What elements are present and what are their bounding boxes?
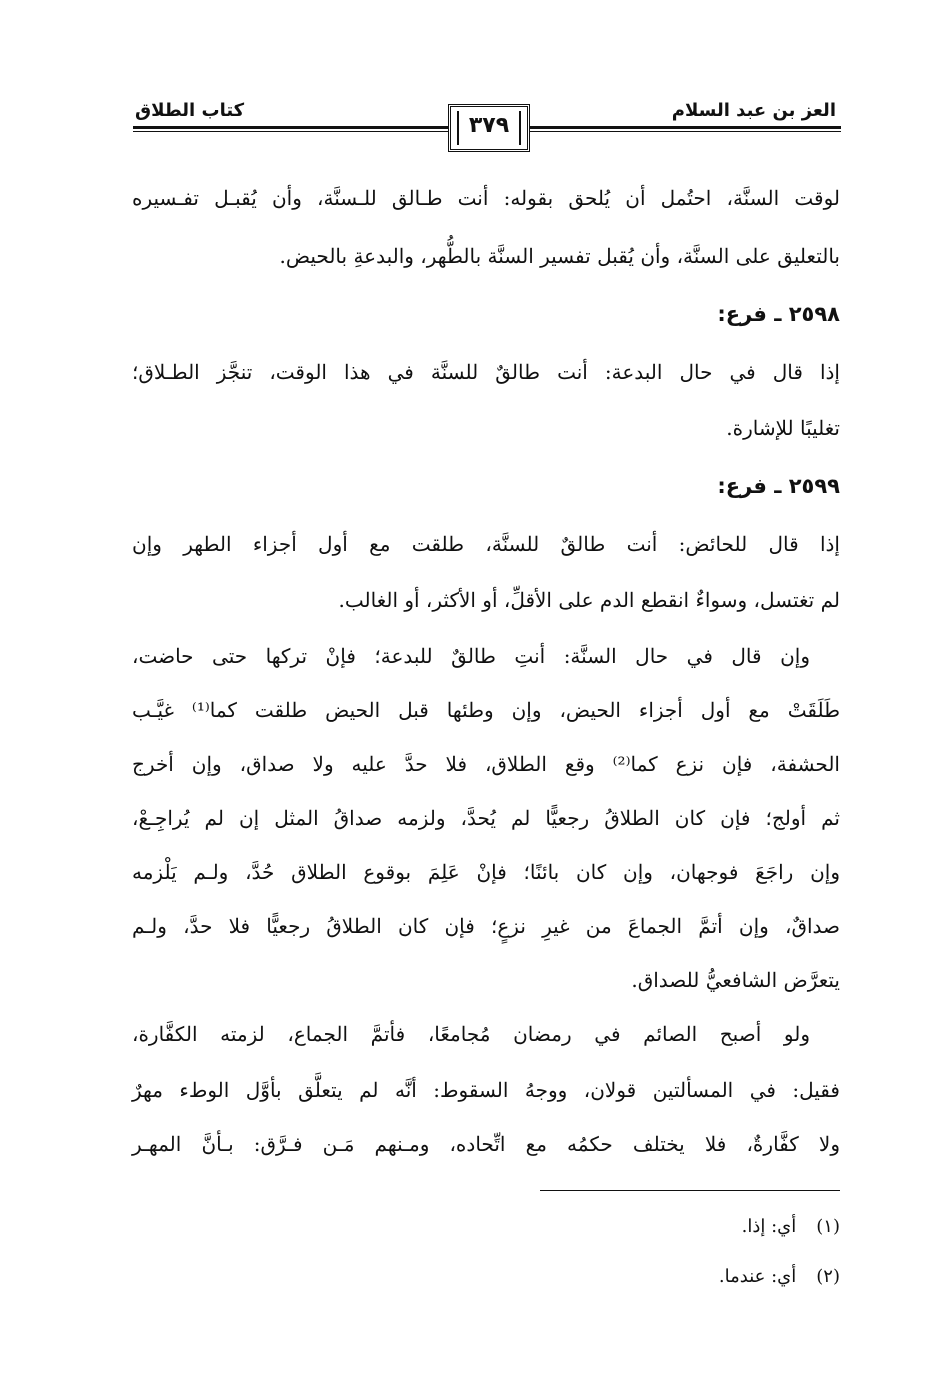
page-number-frame — [448, 104, 530, 152]
text-line: وإن راجَعَ فوجهان، وإن كان بائنًا؛ فإنْ عَلِمَ بوقوع الطلاق حُدَّ، ولـم يَلْزمه — [132, 860, 840, 884]
section-heading-2598: ٢٥٩٨ ـ فرع: — [717, 302, 840, 326]
text-line: فقيل: في المسألتين قولان، ووجهُ السقوط: أنَّه لم يتعلَّق بأوَّل الوطء مهرٌ — [132, 1078, 840, 1102]
text-line: لوقت السنَّة، احتُمل أن يُلحق بقوله: أنت طـالق للـسنَّة، وأن يُقبـل تفـسيره — [132, 186, 840, 210]
text-line: تغليبًا للإشارة. — [726, 416, 840, 440]
footnote-1 — [742, 1216, 840, 1237]
footnote-text: أي: عندما. — [718, 1266, 797, 1287]
footnote-2 — [719, 1266, 840, 1287]
text-line: يتعرَّض الشافعيُّ للصداق. — [631, 968, 840, 992]
text-line: طَلَقَتْ مع أول أجزاء الحيض، وإن وطئها قبل الحيض طلقت كما⁽¹⁾ غيَّـب — [132, 698, 840, 722]
text-line: ثم أولج؛ فإن كان الطلاقُ رجعيًّا لم يُحدَّ، ولزمه صداقُ المثل إن لم يُراجِـعْ، — [132, 806, 840, 830]
footnote-separator — [540, 1190, 840, 1191]
running-header-author: العز بن عبد السلام — [671, 100, 836, 121]
footnote-number: (١) — [816, 1216, 840, 1237]
footnote-text: أي: إذا. — [741, 1216, 797, 1237]
text-line: إذا قال للحائض: أنت طالقٌ للسنَّة، طلقت مع أول أجزاء الطهر وإن — [132, 532, 840, 556]
section-heading-2599: ٢٥٩٩ ـ فرع: — [717, 474, 840, 498]
text-line: إذا قال في حال البدعة: أنت طالقٌ للسنَّة في هذا الوقت، تنجَّز الطـلاق؛ — [132, 360, 840, 384]
text-line: وإن قال في حال السنَّة: أنتِ طالقٌ للبدعة؛ فإنْ تركها حتى حاضت، — [132, 644, 810, 668]
footnote-number: (٢) — [816, 1266, 840, 1287]
text-line: ولو أصبح الصائم في رمضان مُجامعًا، فأتمَّ الجماع، لزمته الكفَّارة، — [132, 1022, 810, 1046]
text-line: بالتعليق على السنَّة، وأن يُقبل تفسير السنَّة بالطُّهر، والبدعةِ بالحيض. — [279, 244, 840, 268]
running-header-chapter: كتاب الطلاق — [135, 100, 245, 121]
text-line: لم تغتسل، وسواءٌ انقطع الدم على الأقلِّ، أو الأكثر، أو الغالب. — [338, 588, 840, 612]
page-number: ٣٧٩ — [468, 113, 510, 138]
text-line: الحشفة، فإن نزع كما⁽²⁾ وقع الطلاق، فلا حدَّ عليه ولا صداق، وإن أخرج — [132, 752, 840, 776]
text-line: ولا كفَّارةٌ، فلا يختلف حكمُه مع اتِّحاده، ومـنهم مَـن فـرَّق: بـأنَّ المهـر — [132, 1132, 840, 1156]
text-line: صداقٌ، وإن أتمَّ الجماعَ من غيرِ نزعٍ؛ فإن كان الطلاقُ رجعيًّا فلا حدَّ، ولـم — [132, 914, 840, 938]
